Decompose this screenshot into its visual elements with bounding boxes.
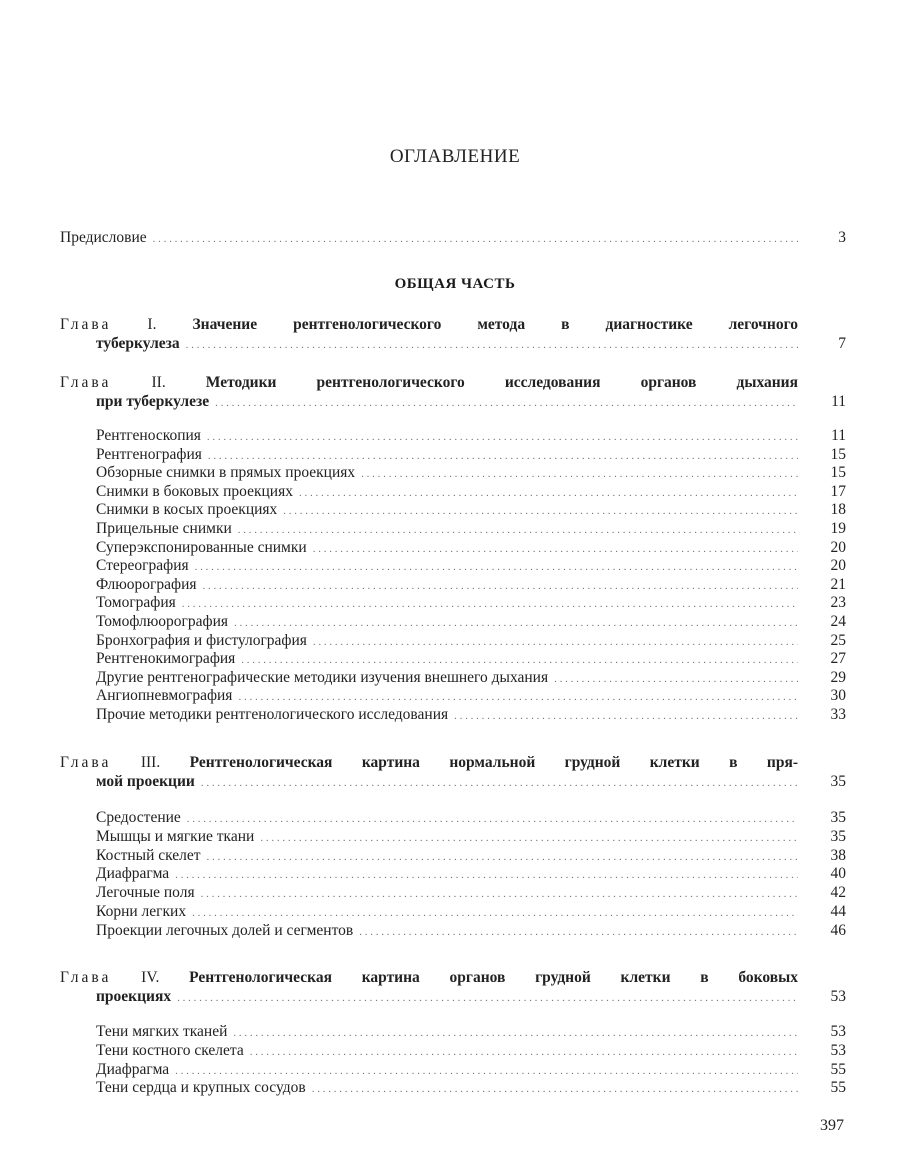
chapter-title-cont: проекциях (96, 988, 172, 1005)
page-title: ОГЛАВЛЕНИЕ (389, 146, 521, 167)
dot-leader (312, 1080, 798, 1098)
toc-entry-page: 19 (830, 520, 846, 537)
toc-entry[interactable] (96, 575, 846, 595)
toc-entry[interactable] (96, 846, 846, 866)
dot-leader (238, 521, 798, 539)
dot-leader (233, 1024, 798, 1042)
chapter-numeral: III. (140, 754, 161, 771)
toc-entry-page: 35 (830, 827, 846, 845)
toc-entry-label: Флюорография (96, 575, 197, 593)
chapter-title-line1 (60, 315, 798, 334)
dot-leader (192, 904, 798, 922)
chapter-title-line1 (60, 373, 798, 392)
toc-entry-page: 42 (830, 884, 846, 902)
chapter-numeral: II. (151, 374, 166, 391)
toc-entry-label: Тени сердца и крупных сосудов (96, 1079, 306, 1097)
toc-entry[interactable] (96, 538, 846, 558)
toc-entry-page: 20 (830, 538, 846, 556)
toc-entry-label: Предисловие (60, 229, 147, 246)
dot-leader (175, 866, 798, 884)
dot-leader (359, 923, 798, 941)
dot-leader (195, 558, 798, 576)
toc-chapter-2[interactable] (60, 373, 846, 413)
toc-entry-page: 15 (830, 464, 846, 482)
toc-entry-label: Обзорные снимки в прямых проекциях (96, 464, 356, 482)
toc-entry-label: Костный скелет (96, 846, 201, 864)
toc-entry-label: Снимки в косых проекциях (96, 501, 278, 519)
chapter-title: Рентгенологическая картина органов грудной клетки в боковых (189, 969, 798, 986)
toc-entry[interactable] (96, 1079, 846, 1098)
toc-entry[interactable] (96, 594, 846, 613)
dot-leader (186, 336, 798, 355)
toc-entry-page: 53 (830, 1023, 846, 1040)
chapter-title-line2 (60, 772, 846, 793)
toc-entry-label: Диафрагма (96, 865, 170, 883)
toc-entry[interactable] (96, 1023, 846, 1042)
toc-entry-label: Другие рентгенографические методики изучения внешнего дыхания (96, 668, 549, 686)
toc-entry-page: 20 (830, 557, 846, 575)
page-number: 397 (820, 1117, 844, 1134)
dot-leader (203, 577, 799, 595)
toc-entry-page: 44 (830, 903, 846, 920)
toc-entry-label: Рентгенография (96, 445, 202, 463)
toc-entry[interactable] (96, 706, 846, 725)
toc-entry-label: Томофлюорография (96, 613, 228, 630)
toc-entry-label: Корни легких (96, 903, 187, 920)
toc-entry-label: Бронхография и фистулография (96, 631, 307, 649)
dot-leader (153, 230, 798, 248)
chapter-title-line1 (60, 968, 798, 987)
toc-entry[interactable] (96, 668, 846, 688)
dot-leader (454, 707, 798, 725)
dot-leader (175, 1062, 798, 1080)
toc-entry[interactable] (96, 650, 846, 669)
toc-entry[interactable] (96, 557, 846, 576)
toc-entry-page: 3 (838, 229, 846, 246)
toc-entry[interactable] (96, 827, 846, 847)
toc-entry-page: 55 (830, 1060, 846, 1078)
toc-entry[interactable] (96, 613, 846, 632)
chapter-title-cont: при туберкулезе (96, 393, 210, 410)
toc-entry-page: 27 (830, 650, 846, 668)
dot-leader (283, 502, 798, 520)
toc-entry[interactable] (96, 464, 846, 483)
dot-leader (238, 688, 798, 706)
toc-entry[interactable] (96, 903, 846, 922)
toc-entry-page: 21 (830, 575, 846, 593)
section-heading: ОБЩАЯ ЧАСТЬ (394, 276, 516, 292)
toc-entry-page: 15 (830, 445, 846, 463)
toc-entry-page: 24 (830, 613, 846, 630)
toc-entry-page: 29 (830, 668, 846, 686)
toc-chapter-3[interactable] (60, 753, 846, 793)
toc-entry[interactable] (96, 445, 846, 465)
toc-entry-label: Суперэкспонированные снимки (96, 538, 307, 556)
toc-entry-preface[interactable] (60, 229, 846, 248)
toc-entry-page: 17 (830, 482, 846, 500)
toc-entry-page: 40 (830, 865, 846, 883)
chapter-title-cont: туберкулеза (96, 335, 180, 352)
chapter-prefix: Глава (60, 374, 112, 391)
chapter-prefix: Глава (60, 969, 112, 986)
chapter-title: Рентгенологическая картина нормальной грудной клетки в пря- (189, 754, 799, 771)
toc-entry-label: Рентгеноскопия (96, 427, 201, 444)
toc-entry-page: 35 (830, 809, 846, 826)
toc-entry[interactable] (96, 520, 846, 539)
toc-entry-label: Проекции легочных долей и сегментов (96, 921, 354, 939)
toc-entry-label: Ангиопневмография (96, 687, 233, 705)
toc-entry-label: Тени костного скелета (96, 1041, 244, 1059)
toc-entry-page: 53 (830, 1041, 846, 1059)
toc-entry-page: 18 (830, 501, 846, 519)
toc-entry-label: Легочные поля (96, 884, 195, 902)
dot-leader (361, 465, 798, 483)
chapter-numeral: I. (147, 316, 157, 333)
toc-entry-label: Мышцы и мягкие ткани (96, 827, 255, 845)
chapter-prefix: Глава (60, 316, 112, 333)
dot-leader (250, 1043, 798, 1061)
dot-leader (260, 829, 798, 847)
chapter-page: 53 (830, 988, 846, 1005)
toc-entry[interactable] (96, 631, 846, 651)
toc-entry[interactable] (96, 687, 846, 706)
toc-entry-page: 25 (830, 631, 846, 649)
toc-entry[interactable] (96, 865, 846, 884)
toc-entry-page: 30 (830, 687, 846, 705)
dot-leader (554, 670, 798, 688)
dot-leader (241, 651, 798, 669)
dot-leader (182, 595, 798, 613)
toc-entry-page: 23 (830, 594, 846, 612)
toc-entry-label: Прицельные снимки (96, 520, 232, 537)
chapter-title-line1 (60, 753, 798, 772)
dot-leader (234, 614, 798, 632)
toc-entry-page: 38 (830, 846, 846, 864)
toc-entry-page: 33 (830, 706, 846, 723)
chapter-title-line2 (60, 987, 846, 1008)
toc-entry-page: 46 (830, 921, 846, 939)
toc-entry[interactable] (96, 482, 846, 502)
chapter-title: Методики рентгенологического исследования органов дыхания (205, 374, 798, 391)
toc-entry-label: Прочие методики рентгенологического исследования (96, 706, 449, 723)
dot-leader (208, 447, 798, 465)
dot-leader (201, 885, 798, 903)
toc-entry[interactable] (96, 501, 846, 520)
chapter-title: Значение рентгенологического метода в диагностике легочного (192, 316, 798, 333)
chapter-title-line2 (60, 334, 846, 355)
toc-entry-label: Тени мягких тканей (96, 1023, 228, 1040)
toc-entry[interactable] (96, 1041, 846, 1061)
dot-leader (207, 428, 798, 446)
toc-entry[interactable] (96, 1060, 846, 1080)
toc-entry-page: 55 (830, 1079, 846, 1097)
toc-entry-label: Стереография (96, 557, 189, 575)
toc-entry[interactable] (96, 921, 846, 941)
toc-entry-label: Снимки в боковых проекциях (96, 482, 293, 500)
chapter-page: 35 (830, 773, 846, 790)
chapter-page: 7 (838, 335, 846, 352)
toc-entry-label: Средостение (96, 809, 181, 826)
dot-leader (177, 989, 798, 1008)
dot-leader (299, 484, 798, 502)
toc-chapter-4[interactable] (60, 968, 846, 1008)
toc-entry-label: Диафрагма (96, 1060, 170, 1078)
dot-leader (201, 774, 798, 793)
chapter-title-cont: мой проекции (96, 773, 195, 790)
chapter-title-line2 (60, 392, 846, 413)
chapter-prefix: Глава (60, 754, 112, 771)
chapter-page: 11 (831, 393, 846, 410)
dot-leader (313, 540, 798, 558)
toc-entry[interactable] (96, 427, 846, 446)
toc-entry[interactable] (96, 809, 846, 828)
toc-entry-page: 11 (831, 427, 846, 444)
dot-leader (215, 394, 798, 413)
dot-leader (207, 848, 798, 866)
toc-entry-label: Томография (96, 594, 176, 612)
dot-leader (187, 810, 798, 828)
toc-chapter-1[interactable] (60, 315, 846, 355)
chapter-numeral: IV. (141, 969, 160, 986)
toc-entry-label: Рентгенокимография (96, 650, 236, 668)
dot-leader (313, 633, 798, 651)
toc-entry[interactable] (96, 884, 846, 903)
